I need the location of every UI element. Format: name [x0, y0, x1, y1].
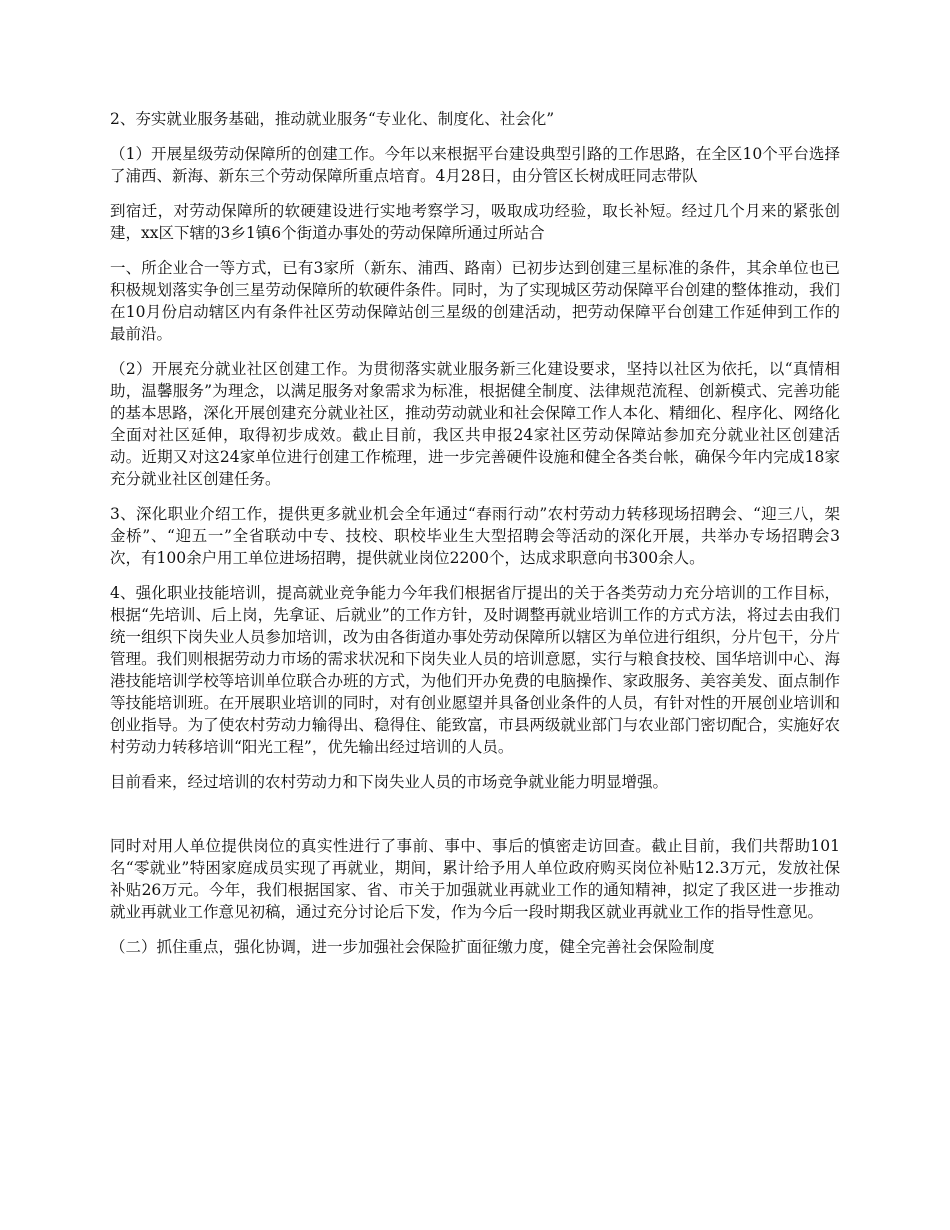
- paragraph-employer-verification: 同时对用人单位提供岗位的真实性进行了事前、事中、事后的慎密走访回查。截止目前，我们共帮助101名“零就业”特困家庭成员实现了再就业，期间，累计给予用人单位政府购买岗位补贴12.3万元，发放社保补贴26万元。今年，我们根据国家、省、市关于加强就业再就业工作的通知精神，拟定了我区进一步推动就业再就业工作意见初稿，通过充分讨论后下发，作为今后一段时期我区就业再就业工作的指导性意见。: [110, 837, 840, 921]
- paragraph-job-placement: 3、深化职业介绍工作，提供更多就业机会全年通过“春雨行动”农村劳动力转移现场招聘会、“迎三八，架金桥”、“迎五一”全省联动中专、技校、职校毕业生大型招聘会等活动的深化开展，共举办专场招聘会3次，有100余户用工单位进场招聘，提供就业岗位2200个，达成求职意向书300余人。: [110, 505, 840, 567]
- document-body: [110, 108, 840, 971]
- paragraph-heading-2: 2、夯实就业服务基础，推动就业服务“专业化、制度化、社会化”: [110, 110, 555, 128]
- paragraph-skills-training: 4、强化职业技能培训，提高就业竞争能力今年我们根据省厅提出的关于各类劳动力充分培训的工作目标，根据“先培训、后上岗，先拿证、后就业”的工作方针，及时调整再就业培训工作的方式方法，将过去由我们统一组织下岗失业人员参加培训，改为由各街道办事处劳动保障所以辖区为单位进行组织，分片包干，分片管理。我们则根据劳动力市场的需求状况和下岗失业人员的培训意愿，实行与粮食技校、国华培训中心、海港技能培训学校等培训单位联合办班的方式，为他们开办免费的电脑操作、家政服务、美容美发、面点制作等技能培训班。在开展职业培训的同时，对有创业愿望并具备创业条件的人员，有针对性的开展创业培训和创业指导。为了使农村劳动力输得出、稳得住、能致富，市县两级就业部门与农业部门密切配合，实施好农村劳动力转移培训“阳光工程”，优先输出经过培训的人员。: [110, 584, 840, 756]
- paragraph-training-results: 目前看来，经过培训的农村劳动力和下岗失业人员的市场竞争就业能力明显增强。: [110, 773, 669, 791]
- paragraph-star-rated-office: （1）开展星级劳动保障所的创建工作。今年以来根据平台建设典型引路的工作思路，在全区10个平台选择了浦西、新海、新东三个劳动保障所重点培育。4月28日，由分管区长树成旺同志带队: [110, 145, 840, 185]
- paragraph-three-star-progress: 一、所企业合一等方式，已有3家所（新东、浦西、路南）已初步达到创建三星标准的条件，其余单位也已积极规划落实争创三星劳动保障所的软硬件条件。同时，为了实现城区劳动保障平台创建的整体推动，我们在10月份启动辖区内有条件社区劳动保障站创三星级的创建活动，把劳动保障平台创建工作延伸到工作的最前沿。: [110, 259, 840, 343]
- paragraph-section-two-heading: （二）抓住重点，强化协调，进一步加强社会保险扩面征缴力度，健全完善社会保险制度: [110, 938, 715, 956]
- paragraph-full-employment-community: （2）开展充分就业社区创建工作。为贯彻落实就业服务新三化建设要求，坚持以社区为依托，以“真情相助，温馨服务”为理念，以满足服务对象需求为标准，根据健全制度、法律规范流程、创新模式、完善功能的基本思路，深化开展创建充分就业社区，推动劳动就业和社会保障工作人本化、精细化、程序化、网络化全面对社区延伸，取得初步成效。截止目前，我区共申报24家社区劳动保障站参加充分就业社区创建活动。近期又对这24家单位进行创建工作梳理，进一步完善硬件设施和健全各类台帐，确保今年内完成18家充分就业社区创建任务。: [110, 360, 840, 488]
- paragraph-suqian-visit: 到宿迁，对劳动保障所的软硬建设进行实地考察学习，吸取成功经验，取长补短。经过几个月来的紧张创建，xx区下辖的3乡1镇6个街道办事处的劳动保障所通过所站合: [110, 202, 840, 242]
